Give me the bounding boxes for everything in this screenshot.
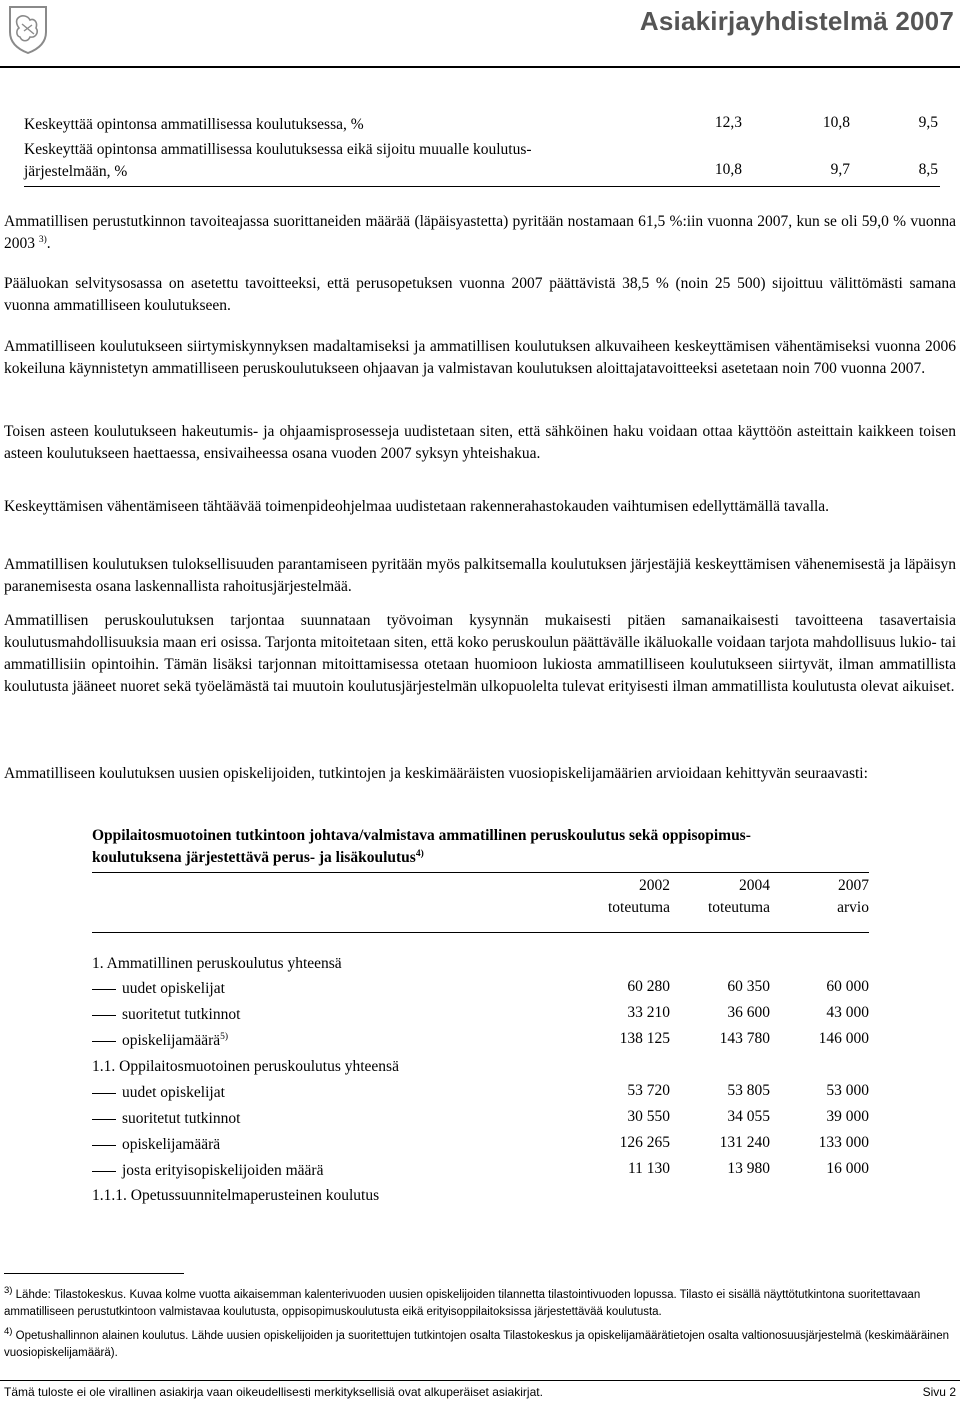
footnote-3: [4, 1287, 956, 1321]
table-cell: 146 000: [818, 1030, 869, 1047]
table-cell: 60 350: [727, 978, 770, 995]
footer-disclaimer: Tämä tuloste ei ole virallinen asiakirja vaan oikeudellisesti merkityksellisiä ovat alkuperäiset asiakirjat.: [4, 1385, 543, 1399]
dash-marker: [92, 1119, 116, 1120]
table-row-label: [92, 1004, 240, 1026]
footnote-ref-3: 3): [38, 234, 47, 245]
col-type-2002: toteutuma: [608, 899, 670, 916]
footnote-3-text: Lähde: Tilastokeskus. Kuvaa kolme vuotta aikaisemman kalenterivuoden uusien opiskelijoiden tilannetta tilastointivuoden lopussa. Tilasto ei sisällä näyttötutkintona suoritettavaan ammatilliseen perustutkintoon valmistavaa koulutusta, oppisopimuskoulutusta eikä erityisoppilaitoksissa järjestettävää koulutusta.: [4, 1289, 921, 1318]
stats-divider: [24, 186, 940, 187]
paragraph-1-text: Ammatillisen perustutkinnon tavoiteajassa suorittaneiden määrää (läpäisyastetta) pyritään nostamaan 61,5 %:iin vuonna 2007, kun se oli 59,0 % vuonna 2003: [4, 213, 956, 252]
stat-row-2-value-3: 8,5: [918, 161, 938, 178]
table-row-label: [92, 1134, 220, 1156]
table-cell: 33 210: [627, 1004, 670, 1021]
dash-marker: [92, 1145, 116, 1146]
table-title-line-2-text: koulutuksena järjestettävä perus- ja lisäkoulutus: [92, 849, 416, 866]
table-cell: 53 720: [627, 1082, 670, 1099]
footnote-4: [4, 1328, 956, 1362]
paragraph-5: Keskeyttämisen vähentämiseen tähtäävää toimenpideohjelmaa uudistetaan rakennerahastokauden vaihtumisen edellyttämällä tavalla.: [4, 498, 830, 515]
footnote-4-text: Opetushallinnon alainen koulutus. Lähde uusien opiskelijoiden ja suoritettujen tutkintojen osalta Tilastokeskus ja opiskelijamäärätietojen osalta valtionosuusjärjestelmä (keskimääräinen vuosiopiskelijamäärä).: [4, 1330, 949, 1359]
paragraph-1: [4, 211, 956, 255]
table-cell: 11 130: [627, 1160, 670, 1177]
paragraph-6: Ammatillisen koulutuksen tuloksellisuuden parantamiseen pyritään myös palkitsemalla koulutuksen järjestäjiä keskeyttämisen vähenemisestä ja läpäisyn paranemisesta osana laskennallista rahoitusjärjestelmää.: [4, 556, 956, 595]
page-number: Sivu 2: [922, 1385, 956, 1399]
table-title-line-1: Oppilaitosmuotoinen tutkintoon johtava/valmistava ammatillinen peruskoulutus sekä oppisopimus-: [92, 827, 751, 844]
table-row-label: [92, 978, 225, 1000]
stat-row-1-value-2: 10,8: [822, 114, 850, 131]
table-row-label: [92, 1160, 323, 1182]
row-label-text: suoritetut tutkinnot: [122, 1006, 241, 1023]
table-cell: 138 125: [619, 1030, 670, 1047]
table-section-1: 1. Ammatillinen peruskoulutus yhteensä: [92, 955, 342, 972]
table-cell: 53 805: [727, 1082, 770, 1099]
col-year-2002: 2002: [639, 877, 670, 894]
dash-marker: [92, 1171, 116, 1172]
header-divider: [0, 66, 960, 68]
footnote-divider: [4, 1273, 184, 1274]
paragraph-3: Ammatilliseen koulutukseen siirtymiskynnyksen madaltamiseksi ja ammatillisen koulutuksen alkuvaiheen keskeyttämisen vähentämiseksi vuonna 2006 kokeiluna käynnistetyn ammatilliseen peruskoulutukseen ohjaavan ja valmistavan koulutuksen aloittajatavoitteeksi asetetaan noin 700 vuonna 2007.: [4, 338, 956, 377]
table-row-label: [92, 1108, 240, 1130]
stat-row-1-value-1: 12,3: [714, 114, 742, 131]
paragraph-2: Pääluokan selvitysosassa on asetettu tavoitteeksi, että perusopetuksen vuonna 2007 päättävistä 38,5 % (noin 25 500) sijoittuu välittömästi samana vuonna ammatilliseen koulutukseen.: [4, 275, 956, 314]
stat-row-1-value-3: 9,5: [918, 114, 938, 131]
table-row-label: [92, 1030, 228, 1052]
document-title: Asiakirjayhdistelmä 2007: [639, 6, 954, 36]
dash-marker: [92, 1015, 116, 1016]
table-row-label: [92, 1082, 225, 1104]
row-label-text: uudet opiskelijat: [122, 1084, 225, 1101]
stat-row-2-value-1: 10,8: [714, 161, 742, 178]
table-title-line-2: [92, 847, 872, 869]
paragraph-8: Ammatilliseen koulutuksen uusien opiskelijoiden, tutkintojen ja keskimääräisten vuosiopiskelijamäärien arvioidaan kehittyvän seuraavasti:: [4, 765, 868, 782]
paragraph-7: Ammatillisen peruskoulutuksen tarjontaa suunnataan työvoiman kysynnän mukaisesti pitäen samanaikaisesti tavoitteena tasavertaisia koulutusmahdollisuuksia maan eri osissa. Tarjonta mitoitetaan siten, että koko peruskoulun päättävälle ikäluokalle voidaan tarjota mahdollisuus lukio- tai ammatillisiin opintoihin. Tämän lisäksi tarjonnan mitoittamisessa otetaan huomioon lukiosta ammatilliseen koulutukseen siirtyvät, ilman ammatillista koulutusta jääneet nuoret sekä työelämästä tai muutoin koulutusjärjestelmän ulkopuolelta tulevat erityisesti ilman ammatillista koulutusta olevat aikuiset.: [4, 612, 956, 695]
stat-row-1-label: Keskeyttää opintonsa ammatillisessa koulutuksessa, %: [24, 116, 364, 133]
footer-divider: [0, 1380, 960, 1381]
table-cell: 36 600: [727, 1004, 770, 1021]
col-type-2007: arvio: [837, 899, 869, 916]
stat-row-2-label-line-1: Keskeyttää opintonsa ammatillisessa koulutuksessa eikä sijoitu muualle koulutus-: [24, 141, 532, 158]
table-cell: 16 000: [826, 1160, 869, 1177]
table-cell: 60 280: [627, 978, 670, 995]
table-cell: 39 000: [826, 1108, 869, 1125]
table-section-1-1-1: 1.1.1. Opetussuunnitelmaperusteinen koulutus: [92, 1187, 380, 1204]
row-label-text: josta erityisopiskelijoiden määrä: [122, 1162, 324, 1179]
paragraph-4: Toisen asteen koulutukseen hakeutumis- ja ohjaamisprosesseja uudistetaan siten, että sähköinen haku voidaan ottaa käyttöön asteittain kaikkeen toisen asteen koulutukseen haettaessa, ensivaiheessa osana vuoden 2007 syksyn yhteishakua.: [4, 423, 956, 462]
table-cell: 126 265: [619, 1134, 670, 1151]
footnote-ref-4: 4): [415, 848, 424, 859]
table-cell: 131 240: [719, 1134, 770, 1151]
table-cell: 133 000: [818, 1134, 869, 1151]
coat-of-arms-logo: [6, 4, 50, 54]
col-type-2004: toteutuma: [708, 899, 770, 916]
table-header-divider: [92, 932, 869, 933]
table-title-divider: [92, 872, 869, 873]
dash-marker: [92, 1093, 116, 1094]
table-cell: 143 780: [719, 1030, 770, 1047]
paragraph-1-tail: .: [46, 235, 51, 252]
footnote-ref-5: 5): [220, 1031, 229, 1042]
footnote-4-mark: 4): [4, 1326, 13, 1338]
table-cell: 60 000: [826, 978, 869, 995]
dash-marker: [92, 989, 116, 990]
row-label-text: suoritetut tutkinnot: [122, 1110, 241, 1127]
table-cell: 53 000: [826, 1082, 869, 1099]
col-year-2007: 2007: [838, 877, 869, 894]
row-label-text: uudet opiskelijat: [122, 980, 225, 997]
footnote-3-mark: 3): [4, 1285, 13, 1297]
table-cell: 34 055: [727, 1108, 770, 1125]
table-section-1-1: 1.1. Oppilaitosmuotoinen peruskoulutus yhteensä: [92, 1058, 399, 1075]
table-cell: 13 980: [727, 1160, 770, 1177]
stat-row-2-label-line-2: järjestelmään, %: [24, 163, 128, 180]
table-title: [92, 825, 872, 869]
col-year-2004: 2004: [739, 877, 770, 894]
row-label-text: opiskelijamäärä: [122, 1136, 221, 1153]
table-cell: 43 000: [826, 1004, 869, 1021]
dash-marker: [92, 1041, 116, 1042]
table-cell: 30 550: [627, 1108, 670, 1125]
stat-row-2-value-2: 9,7: [830, 161, 850, 178]
row-label-text: opiskelijamäärä: [122, 1032, 221, 1049]
